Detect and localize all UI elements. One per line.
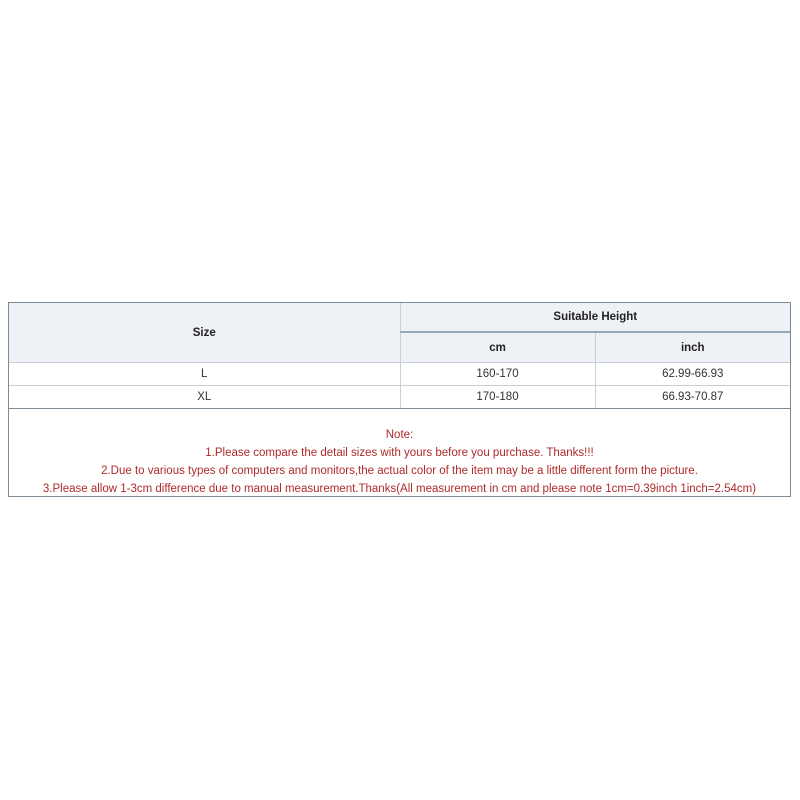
- notes-section: [9, 409, 790, 498]
- size-column-header: Size: [9, 303, 400, 363]
- size-cell: XL: [9, 386, 400, 409]
- table-row: [9, 363, 790, 386]
- cm-cell: 160-170: [400, 363, 595, 386]
- size-table: [9, 303, 790, 409]
- note-line-1: 1.Please compare the detail sizes with yours before you purchase. Thanks!!!: [205, 447, 594, 459]
- cm-column-header: cm: [400, 332, 595, 363]
- inch-cell: 62.99-66.93: [595, 363, 790, 386]
- table-row: [9, 386, 790, 409]
- note-line-3: 3.Please allow 1-3cm difference due to manual measurement.Thanks(All measurement in cm and please note 1cm=0.39inch 1inch=2.54cm): [42, 483, 757, 495]
- note-line-2: 2.Due to various types of computers and monitors,the actual color of the item may be a little different form the picture.: [101, 465, 698, 477]
- size-chart: [8, 302, 791, 497]
- size-cell: L: [9, 363, 400, 386]
- inch-column-header: inch: [595, 332, 790, 363]
- cm-cell: 170-180: [400, 386, 595, 409]
- inch-cell: 66.93-70.87: [595, 386, 790, 409]
- suitable-height-header: Suitable Height: [400, 303, 790, 332]
- note-title: Note:: [385, 429, 414, 441]
